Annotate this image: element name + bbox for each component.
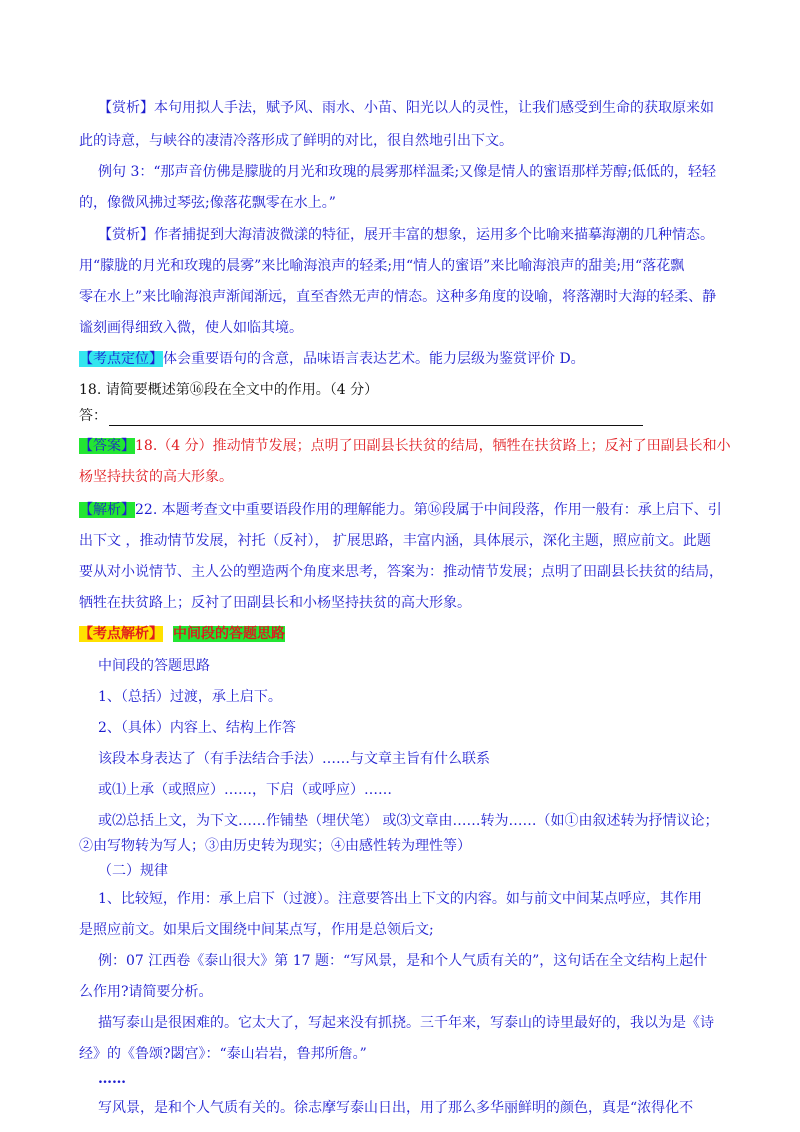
exam-point-tag: 【考点定位】: [79, 351, 163, 367]
guide-line-3: 2、（具体）内容上、结构上作答: [98, 720, 296, 736]
guide-line-16: 写风景，是和个人气质有关的。徐志摩写泰山日出，用了那么多华丽鲜明的颜色，真是“浓得化不: [98, 1100, 694, 1116]
guide-line-8: （二）规律: [98, 863, 168, 879]
guide-line-5: 或⑴上承（或照应）……，下启（或呼应）……: [98, 782, 392, 798]
guide-line-4: 该段本身表达了（有手法结合手法）……与文章主旨有什么联系: [98, 751, 490, 767]
appreciation-paragraph-2-line-1: 【赏析】作者捕捉到大海清波微漾的特征，展开丰富的想象，运用多个比喻来描摹海潮的几种情态。: [98, 227, 714, 243]
guide-line-6: 或⑵总括上文，为下文……作铺垫（埋伏笔） 或⑶文章由……转为……（如①由叙述转为抒情议论；: [98, 813, 719, 829]
question-18: 18. 请简要概述第⑯段在全文中的作用。（4 分）: [79, 382, 379, 398]
answer-prefix: 答：: [79, 408, 107, 424]
exam-point-line: [79, 349, 689, 369]
key-point-analysis-tag: 【考点解析】: [79, 626, 163, 642]
guide-line-12: 么作用?请简要分析。: [79, 984, 213, 1000]
answer-tag: 【答案】: [79, 438, 135, 454]
answer-blank-line: [79, 406, 689, 426]
answer-underline: [109, 411, 643, 426]
analysis-line-2: 出下文 ，推动情节发展，衬托（反衬）， 扩展思路，丰富内涵，具体展示，深化主题，照应前文。此题: [79, 533, 711, 549]
guide-line-7: ②由写物转为写人；③由历史转为现实；④由感性转为理性等）: [79, 838, 471, 854]
analysis-text-1: 22. 本题考查文中重要语段作用的理解能力。第⑯段属于中间段落，作用一般有：承上启下、引: [135, 502, 722, 518]
example-3-line-2: 的，像微风拂过琴弦;像落花飘零在水上。”: [79, 195, 336, 211]
analysis-line-1: [79, 500, 722, 520]
answer-text-1: 18.（4 分）推动情节发展；点明了田副县长扶贫的结局，牺牲在扶贫路上；反衬了田副县长和小: [135, 438, 731, 454]
guide-line-2: 1、（总括）过渡，承上启下。: [98, 689, 282, 705]
analysis-line-4: 牺牲在扶贫路上；反衬了田副县长和小杨坚持扶贫的高大形象。: [79, 595, 471, 611]
appreciation-paragraph-1-line-1: 【赏析】本句用拟人手法，赋予风、雨水、小苗、阳光以人的灵性，让我们感受到生命的获取原来如: [98, 100, 714, 116]
analysis-tag: 【解析】: [79, 502, 135, 518]
answer-line-1: [79, 436, 731, 456]
key-point-analysis-title: 中间段的答题思路: [173, 626, 285, 642]
example-3-line-1: 例句 3：“那声音仿佛是朦胧的月光和玫瑰的晨雾那样温柔;又像是情人的蜜语那样芳醇;低低的，轻轻: [98, 164, 716, 180]
guide-line-10: 是照应前文。如果后文围绕中间某点写，作用是总领后文;: [79, 922, 434, 938]
key-point-analysis-line: [79, 624, 689, 644]
exam-point-text: 体会重要语句的含意，品味语言表达艺术。能力层级为鉴赏评价 D。: [163, 351, 585, 367]
appreciation-paragraph-2-line-2: 用“朦胧的月光和玫瑰的晨雾”来比喻海浪声的轻柔;用“情人的蜜语”来比喻海浪声的甜美;用“落花飘: [79, 258, 685, 274]
appreciation-paragraph-2-line-3: 零在水上”来比喻海浪声渐闻渐远，直至杳然无声的情态。这种多角度的设喻，将落潮时大海的轻柔、静: [79, 289, 717, 305]
appreciation-paragraph-1-line-2: 此的诗意，与峡谷的凄清冷落形成了鲜明的对比，很自然地引出下文。: [79, 133, 513, 149]
appreciation-paragraph-2-line-4: 谧刻画得细致入微，使人如临其境。: [79, 320, 303, 336]
ellipsis-line: ……: [98, 1071, 126, 1087]
guide-line-13: 描写泰山是很困难的。它太大了，写起来没有抓挠。三千年来，写泰山的诗里最好的，我以为是《诗: [98, 1015, 714, 1031]
guide-line-1: 中间段的答题思路: [98, 658, 210, 674]
guide-line-9: 1、比较短，作用：承上启下（过渡）。注意要答出上下文的内容。如与前文中间某点呼应，其作用: [98, 891, 702, 907]
guide-line-14: 经》的《鲁颂?閟宫》：“泰山岩岩，鲁邦所詹。”: [79, 1046, 367, 1062]
analysis-line-3: 要从对小说情节、主人公的塑造两个角度来思考，答案为：推动情节发展；点明了田副县长扶贫的结局，: [79, 564, 723, 580]
guide-line-11: 例：07 江西卷《泰山很大》第 17 题：“写风景，是和个人气质有关的”，这句话在全文结构上起什: [98, 953, 708, 969]
answer-line-2: 杨坚持扶贫的高大形象。: [79, 469, 233, 485]
